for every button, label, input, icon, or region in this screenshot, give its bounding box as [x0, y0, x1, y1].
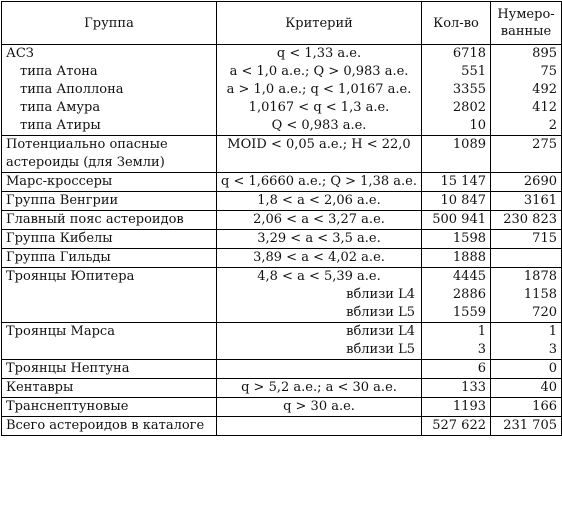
- header-count: Кол-во: [422, 2, 491, 45]
- group-label: Троянцы Нептуна: [6, 361, 130, 376]
- table-row: [2, 417, 562, 436]
- criterion-text: Q < 0,983 а.е.: [271, 118, 367, 133]
- group-label: Главный пояс астероидов: [6, 212, 184, 227]
- group-cell: [2, 173, 217, 192]
- numbered-value: 715: [532, 231, 557, 246]
- table-row: [2, 230, 562, 249]
- count-cell: [422, 192, 491, 211]
- count-cell: [422, 417, 491, 436]
- count-value: 1559: [452, 305, 486, 320]
- table-row: [2, 323, 562, 360]
- count-value: 1: [477, 324, 486, 339]
- criterion-text: [217, 417, 421, 435]
- criterion-cell: [217, 417, 422, 436]
- criterion-cell: [217, 45, 422, 136]
- group-cell: [2, 323, 217, 360]
- group-cell: [2, 211, 217, 230]
- asteroid-groups-table: [1, 1, 562, 436]
- numbered-value: 1878: [523, 269, 557, 284]
- numbered-cell: [491, 211, 562, 230]
- numbered-cell: [491, 192, 562, 211]
- group-label: типа Атона: [20, 64, 98, 79]
- numbered-value: 40: [540, 380, 557, 395]
- criterion-text: вблизи L5: [346, 305, 415, 320]
- numbered-cell: [491, 323, 562, 360]
- criterion-text: вблизи L4: [346, 324, 415, 339]
- count-cell: [422, 136, 491, 173]
- group-cell: [2, 379, 217, 398]
- count-cell: [422, 45, 491, 136]
- count-cell: [422, 379, 491, 398]
- count-value: 1598: [452, 231, 486, 246]
- count-value: 133: [461, 380, 486, 395]
- criterion-text: 1,0167 < q < 1,3 а.е.: [248, 100, 390, 115]
- group-cell: [2, 136, 217, 173]
- table-row: [2, 360, 562, 379]
- header-numbered: [491, 2, 562, 45]
- header-numbered-label: Нумеро-ванные: [497, 7, 555, 39]
- count-value: 1888: [452, 250, 486, 265]
- group-label: Кентавры: [6, 380, 74, 395]
- numbered-cell: [491, 398, 562, 417]
- criterion-cell: [217, 268, 422, 323]
- numbered-value: 2: [548, 118, 557, 133]
- group-cell: [2, 249, 217, 268]
- group-cell: [2, 398, 217, 417]
- criterion-text: a < 1,0 а.е.; Q > 0,983 а.е.: [229, 64, 409, 79]
- group-label: Марс-кроссеры: [6, 174, 113, 189]
- count-cell: [422, 268, 491, 323]
- group-cell: [2, 230, 217, 249]
- numbered-value: [491, 249, 561, 267]
- group-cell: [2, 268, 217, 323]
- criterion-text: q > 30 а.е.: [283, 399, 355, 414]
- numbered-cell: [491, 268, 562, 323]
- table-row: [2, 249, 562, 268]
- count-cell: [422, 398, 491, 417]
- criterion-cell: [217, 379, 422, 398]
- group-label: Всего астероидов в каталоге: [6, 418, 205, 433]
- numbered-value: 166: [532, 399, 557, 414]
- count-cell: [422, 360, 491, 379]
- group-cell: [2, 45, 217, 136]
- count-value: 1089: [452, 137, 486, 152]
- criterion-cell: [217, 230, 422, 249]
- count-value: 10: [469, 118, 486, 133]
- table-row: [2, 398, 562, 417]
- criterion-text: q < 1,33 а.е.: [276, 46, 362, 61]
- numbered-cell: [491, 379, 562, 398]
- group-label: типа Аполлона: [20, 82, 124, 97]
- criterion-cell: [217, 173, 422, 192]
- group-label: типа Амура: [20, 100, 101, 115]
- group-label: типа Атиры: [20, 118, 101, 133]
- count-value: 15 147: [440, 174, 486, 189]
- criterion-text: a > 1,0 а.е.; q < 1,0167 а.е.: [226, 82, 412, 97]
- criterion-cell: [217, 360, 422, 379]
- group-label: Троянцы Марса: [6, 324, 115, 339]
- count-cell: [422, 249, 491, 268]
- numbered-value: 412: [532, 100, 557, 115]
- count-value: 3: [477, 342, 486, 357]
- criterion-text: 3,29 < a < 3,5 а.е.: [257, 231, 381, 246]
- numbered-cell: [491, 45, 562, 136]
- header-criterion: Критерий: [217, 2, 422, 45]
- numbered-value: 275: [532, 137, 557, 152]
- numbered-cell: [491, 136, 562, 173]
- count-value: 6718: [452, 46, 486, 61]
- group-cell: [2, 417, 217, 436]
- count-value: 1193: [452, 399, 486, 414]
- criterion-cell: [217, 249, 422, 268]
- numbered-value: 3161: [523, 193, 557, 208]
- table-row: [2, 45, 562, 136]
- numbered-cell: [491, 417, 562, 436]
- numbered-value: 2690: [523, 174, 557, 189]
- count-value: 500 941: [432, 212, 486, 227]
- count-value: 10 847: [440, 193, 486, 208]
- table-row: [2, 268, 562, 323]
- group-label: Транснептуновые: [6, 399, 129, 414]
- table-row: [2, 192, 562, 211]
- table-row: [2, 379, 562, 398]
- criterion-text: вблизи L4: [346, 287, 415, 302]
- count-value: 551: [461, 64, 486, 79]
- criterion-text: 1,8 < a < 2,06 а.е.: [257, 193, 381, 208]
- count-value: 2886: [452, 287, 486, 302]
- numbered-cell: [491, 230, 562, 249]
- count-value: 527 622: [432, 418, 486, 433]
- group-label: Группа Кибелы: [6, 231, 113, 246]
- group-cell: [2, 192, 217, 211]
- group-label: АСЗ: [6, 46, 34, 61]
- group-label: Группа Гильды: [6, 250, 111, 265]
- criterion-text: q < 1,6660 а.е.; Q > 1,38 а.е.: [221, 174, 417, 189]
- group-label: Потенциально опасные астероиды (для Земли): [6, 137, 168, 170]
- criterion-cell: [217, 323, 422, 360]
- count-cell: [422, 211, 491, 230]
- numbered-value: 1158: [523, 287, 557, 302]
- numbered-value: 75: [540, 64, 557, 79]
- numbered-cell: [491, 173, 562, 192]
- group-label: Троянцы Юпитера: [6, 269, 135, 284]
- numbered-value: 3: [548, 342, 557, 357]
- count-value: 4445: [452, 269, 486, 284]
- table-row: [2, 136, 562, 173]
- count-value: 2802: [452, 100, 486, 115]
- group-label: Группа Венгрии: [6, 193, 119, 208]
- group-cell: [2, 360, 217, 379]
- count-value: 6: [477, 361, 486, 376]
- criterion-text: q > 5,2 а.е.; a < 30 а.е.: [241, 380, 397, 395]
- numbered-cell: [491, 360, 562, 379]
- criterion-text: [217, 360, 421, 378]
- header-row: [2, 2, 562, 45]
- numbered-value: 1: [548, 324, 557, 339]
- criterion-text: MOID < 0,05 а.е.; H < 22,0: [227, 137, 411, 152]
- criterion-cell: [217, 211, 422, 230]
- numbered-value: 230 823: [503, 212, 557, 227]
- table-row: [2, 211, 562, 230]
- criterion-text: 4,8 < a < 5,39 а.е.: [257, 269, 381, 284]
- numbered-value: 0: [548, 361, 557, 376]
- numbered-value: 492: [532, 82, 557, 97]
- criterion-cell: [217, 192, 422, 211]
- count-cell: [422, 230, 491, 249]
- criterion-text: 2,06 < a < 3,27 а.е.: [253, 212, 385, 227]
- criterion-cell: [217, 398, 422, 417]
- count-value: 3355: [452, 82, 486, 97]
- numbered-value: 895: [532, 46, 557, 61]
- numbered-value: 231 705: [503, 418, 557, 433]
- numbered-value: 720: [532, 305, 557, 320]
- count-cell: [422, 173, 491, 192]
- table-row: [2, 173, 562, 192]
- criterion-text: 3,89 < a < 4,02 а.е.: [253, 250, 385, 265]
- criterion-text: вблизи L5: [346, 342, 415, 357]
- table-body: [2, 45, 562, 436]
- numbered-cell: [491, 249, 562, 268]
- count-cell: [422, 323, 491, 360]
- criterion-cell: [217, 136, 422, 173]
- header-group: Группа: [2, 2, 217, 45]
